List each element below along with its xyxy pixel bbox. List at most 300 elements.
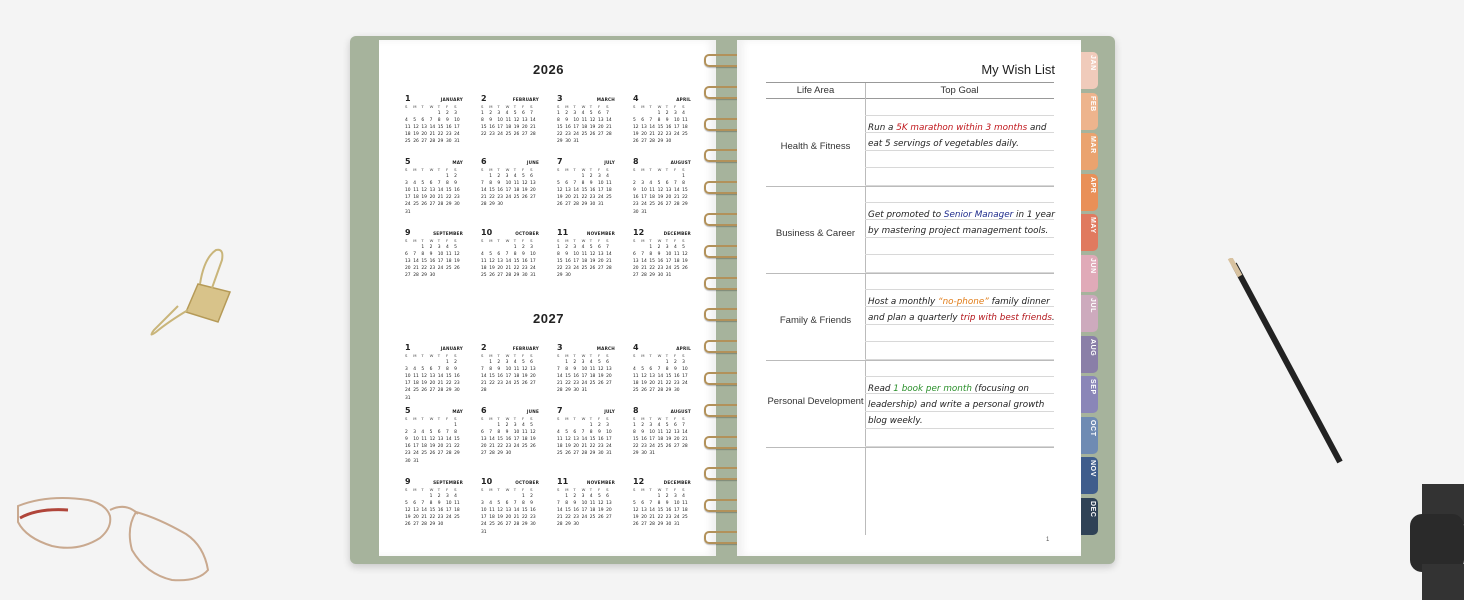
month-block — [405, 406, 463, 464]
day-cell: 22 — [633, 444, 639, 450]
day-cell: 13 — [413, 508, 419, 514]
weekday-label: W — [657, 104, 662, 109]
day-cell: 25 — [581, 132, 588, 138]
day-cell: 11 — [505, 118, 512, 124]
day-cell: 5 — [633, 118, 636, 124]
day-cell: 14 — [557, 374, 563, 380]
day-cell: 3 — [513, 423, 517, 429]
tab-label: DEC — [1089, 500, 1096, 518]
tab-label: SEP — [1089, 379, 1096, 395]
day-cell: 22 — [557, 266, 563, 272]
day-cell: 21 — [421, 515, 427, 521]
day-cell: 3 — [581, 360, 585, 366]
day-cell: 14 — [413, 259, 419, 265]
day-cell: 26 — [597, 515, 604, 521]
tab-jan[interactable] — [1081, 52, 1098, 89]
day-cell: 9 — [633, 188, 636, 194]
day-cell: 4 — [505, 111, 509, 117]
day-cell: 1 — [557, 111, 560, 117]
month-number: 8 — [633, 157, 639, 166]
tab-mar[interactable] — [1081, 133, 1098, 170]
month-block — [405, 228, 463, 286]
day-cell: 22 — [557, 132, 563, 138]
day-cell: 17 — [673, 125, 680, 131]
day-cell: 21 — [429, 132, 436, 138]
day-cell: 13 — [481, 437, 487, 443]
month-number: 4 — [633, 94, 639, 103]
goal-text: Read 1 book per month (focusing on leadership) and write a personal growth blog weekly. — [868, 384, 1045, 426]
day-cell: 1 — [454, 423, 457, 429]
weekday-label: F — [445, 167, 449, 172]
day-cell: 15 — [657, 508, 664, 514]
day-cell: 5 — [521, 174, 525, 180]
tab-sep[interactable] — [1081, 376, 1098, 413]
month-name: SEPTEMBER — [433, 231, 463, 236]
day-cell: 27 — [597, 132, 604, 138]
day-cell: 13 — [530, 181, 536, 187]
tab-jun[interactable] — [1081, 255, 1098, 292]
day-cell: 4 — [489, 501, 492, 507]
weekday-label: M — [413, 238, 417, 243]
day-cell: 27 — [429, 388, 436, 394]
month-name: JULY — [604, 160, 615, 165]
day-cell: 8 — [521, 501, 525, 507]
day-cell: 12 — [589, 252, 596, 258]
day-cell: 4 — [589, 360, 593, 366]
day-cell: 20 — [413, 515, 419, 521]
day-cell: 17 — [649, 437, 655, 443]
day-cell: 22 — [489, 381, 495, 387]
weekday-label: S — [606, 353, 609, 358]
weekday-label: W — [505, 238, 510, 243]
day-cell: 10 — [581, 501, 588, 507]
day-cell: 20 — [405, 266, 411, 272]
day-cell: 28 — [505, 273, 512, 279]
weekday-label: M — [565, 104, 569, 109]
day-cell: 12 — [530, 430, 536, 436]
day-cell: 12 — [429, 437, 436, 443]
day-cell: 11 — [481, 259, 487, 265]
month-block — [405, 94, 463, 152]
day-cell: 30 — [573, 388, 579, 394]
day-cell: 6 — [437, 430, 441, 436]
day-cell: 20 — [421, 132, 427, 138]
day-cell: 15 — [565, 508, 571, 514]
day-cell: 17 — [673, 508, 680, 514]
day-cell: 15 — [445, 374, 452, 380]
day-cell: 11 — [589, 501, 596, 507]
day-cell: 14 — [673, 188, 680, 194]
weekday-label: S — [557, 104, 560, 109]
day-cell: 24 — [581, 515, 588, 521]
day-cell: 16 — [597, 437, 604, 443]
weekday-label: W — [581, 353, 586, 358]
day-cell: 8 — [581, 181, 585, 187]
day-cell: 24 — [573, 266, 579, 272]
day-cell: 18 — [673, 259, 680, 265]
month-name: DECEMBER — [663, 480, 691, 485]
day-cell: 1 — [649, 245, 653, 251]
weekday-label: T — [513, 238, 517, 243]
day-cell: 23 — [565, 132, 571, 138]
day-cell: 15 — [489, 188, 495, 194]
day-cell: 16 — [530, 508, 536, 514]
day-cell: 28 — [429, 139, 436, 145]
tab-jul[interactable] — [1081, 295, 1098, 332]
day-cell: 14 — [649, 508, 655, 514]
day-cell: 25 — [513, 195, 520, 201]
day-cell: 3 — [573, 111, 577, 117]
weekday-label: M — [489, 104, 493, 109]
weekday-label: S — [557, 416, 560, 421]
weekday-label: T — [497, 238, 500, 243]
day-cell: 21 — [557, 381, 563, 387]
day-cell: 18 — [682, 508, 688, 514]
weekday-label: S — [633, 487, 636, 492]
day-cell: 17 — [405, 381, 411, 387]
day-cell: 30 — [665, 522, 672, 528]
tab-aug[interactable] — [1081, 336, 1098, 373]
day-cell: 28 — [421, 522, 427, 528]
day-cell: 29 — [565, 388, 571, 394]
day-cell: 24 — [513, 444, 520, 450]
tab-label: APR — [1089, 176, 1096, 194]
day-cell: 15 — [665, 374, 672, 380]
day-cell: 20 — [497, 266, 503, 272]
day-cell: 1 — [565, 360, 568, 366]
weekday-label: W — [657, 238, 662, 243]
weekday-label: S — [530, 104, 533, 109]
day-cell: 7 — [489, 430, 492, 436]
month-number: 6 — [481, 406, 487, 415]
day-cell: 30 — [445, 139, 452, 145]
day-cell: 15 — [657, 125, 664, 131]
tab-may[interactable] — [1081, 214, 1098, 251]
day-cell: 10 — [641, 188, 647, 194]
day-cell: 9 — [497, 367, 501, 373]
day-cell: 21 — [489, 444, 495, 450]
day-cell: 17 — [454, 125, 460, 131]
weekday-label: M — [641, 167, 645, 172]
day-cell: 24 — [649, 444, 655, 450]
day-cell: 23 — [633, 202, 639, 208]
day-cell: 5 — [597, 360, 601, 366]
month-block — [633, 228, 691, 286]
day-cell: 13 — [606, 367, 612, 373]
day-cell: 11 — [521, 430, 528, 436]
day-cell: 3 — [405, 181, 408, 187]
tab-oct[interactable] — [1081, 417, 1098, 454]
weekday-label: M — [641, 238, 645, 243]
weekday-label: S — [454, 104, 457, 109]
day-cell: 6 — [481, 430, 484, 436]
day-cell: 3 — [649, 423, 653, 429]
day-cell: 17 — [505, 188, 512, 194]
month-number: 9 — [405, 228, 411, 237]
weekday-label: M — [565, 238, 569, 243]
tab-apr[interactable] — [1081, 174, 1098, 211]
day-cell: 25 — [445, 266, 452, 272]
day-cell: 8 — [589, 430, 593, 436]
tab-nov[interactable] — [1081, 457, 1098, 494]
day-cell: 17 — [573, 259, 579, 265]
year-2026-title: 2026 — [533, 62, 564, 77]
day-cell: 4 — [481, 252, 484, 258]
day-cell: 10 — [665, 252, 672, 258]
day-cell: 20 — [606, 508, 612, 514]
weekday-label: W — [429, 104, 434, 109]
day-cell: 7 — [481, 181, 484, 187]
weekday-label: S — [481, 167, 484, 172]
day-cell: 20 — [437, 444, 444, 450]
day-cell: 24 — [405, 202, 411, 208]
weekday-label: T — [665, 104, 669, 109]
day-cell: 14 — [649, 125, 655, 131]
weekday-label: T — [497, 487, 500, 492]
weekday-label: S — [557, 487, 560, 492]
day-cell: 13 — [405, 259, 411, 265]
day-cell: 26 — [497, 522, 503, 528]
weekday-label: S — [606, 167, 609, 172]
day-cell: 21 — [641, 266, 647, 272]
page-title: My Wish List — [981, 62, 1055, 77]
month-name: APRIL — [676, 346, 691, 351]
tab-feb[interactable] — [1081, 93, 1098, 130]
day-cell: 16 — [573, 374, 579, 380]
day-cell: 16 — [673, 374, 680, 380]
day-cell: 4 — [445, 245, 449, 251]
day-cell: 21 — [649, 132, 655, 138]
day-cell: 6 — [597, 111, 601, 117]
day-cell: 28 — [649, 139, 655, 145]
day-cell: 9 — [665, 118, 669, 124]
day-cell: 30 — [597, 451, 604, 457]
day-cell: 9 — [565, 252, 568, 258]
day-cell: 19 — [405, 515, 411, 521]
year-2027-title: 2027 — [533, 311, 564, 326]
weekday-label: S — [606, 238, 609, 243]
day-cell: 31 — [606, 451, 612, 457]
day-cell: 6 — [641, 118, 644, 124]
day-cell: 6 — [421, 118, 425, 124]
weekday-label: S — [405, 104, 408, 109]
day-cell: 3 — [405, 367, 408, 373]
weekday-label: W — [429, 416, 434, 421]
weekday-label: F — [445, 353, 449, 358]
day-cell: 4 — [581, 245, 585, 251]
day-cell: 9 — [445, 118, 449, 124]
day-cell: 7 — [657, 367, 661, 373]
day-cell: 18 — [589, 374, 596, 380]
day-cell: 9 — [589, 181, 593, 187]
day-cell: 27 — [597, 266, 604, 272]
day-cell: 1 — [429, 494, 433, 500]
day-cell: 31 — [405, 395, 411, 401]
day-cell: 7 — [530, 111, 533, 117]
day-cell: 1 — [481, 111, 484, 117]
tab-label: MAR — [1089, 136, 1096, 154]
day-cell: 22 — [565, 381, 571, 387]
day-cell: 20 — [641, 515, 647, 521]
weekday-label: F — [521, 487, 525, 492]
day-cell: 16 — [497, 374, 503, 380]
day-cell: 8 — [565, 367, 568, 373]
day-cell: 3 — [597, 174, 601, 180]
month-number: 9 — [405, 477, 411, 486]
weekday-label: T — [437, 104, 441, 109]
day-cell: 15 — [649, 259, 655, 265]
month-name: JUNE — [526, 409, 539, 414]
month-block — [633, 406, 691, 464]
day-cell: 6 — [530, 360, 533, 366]
weekday-label: T — [513, 416, 517, 421]
day-cell: 29 — [513, 273, 520, 279]
day-cell: 29 — [445, 388, 452, 394]
day-cell: 5 — [413, 118, 416, 124]
weekday-label: W — [657, 353, 662, 358]
day-cell: 6 — [649, 367, 653, 373]
day-cell: 1 — [497, 423, 501, 429]
day-cell: 12 — [597, 501, 604, 507]
day-cell: 15 — [513, 259, 520, 265]
day-cell: 3 — [413, 430, 416, 436]
day-cell: 23 — [497, 381, 503, 387]
day-cell: 24 — [573, 132, 579, 138]
ruled-line — [865, 167, 1054, 168]
day-cell: 23 — [530, 515, 536, 521]
day-cell: 2 — [633, 181, 636, 187]
day-cell: 13 — [437, 437, 444, 443]
day-cell: 24 — [481, 522, 487, 528]
day-cell: 18 — [682, 125, 688, 131]
day-cell: 26 — [633, 139, 639, 145]
life-area-label: Personal Development — [767, 396, 864, 407]
day-cell: 22 — [513, 266, 520, 272]
day-cell: 10 — [606, 430, 612, 436]
day-cell: 25 — [606, 195, 612, 201]
day-cell: 22 — [429, 515, 436, 521]
day-cell: 14 — [513, 508, 520, 514]
month-block — [633, 157, 691, 215]
day-cell: 23 — [437, 515, 444, 521]
day-cell: 27 — [405, 273, 411, 279]
day-cell: 31 — [673, 522, 680, 528]
weekday-label: F — [673, 353, 677, 358]
day-cell: 25 — [505, 132, 512, 138]
goal-text: Run a 5K marathon within 3 months and eat 5 servings of vegetables daily. — [868, 123, 1047, 149]
day-cell: 20 — [673, 437, 680, 443]
day-cell: 6 — [597, 245, 601, 251]
day-cell: 23 — [497, 195, 503, 201]
day-cell: 27 — [633, 273, 639, 279]
day-cell: 19 — [682, 259, 688, 265]
day-cell: 22 — [454, 444, 460, 450]
day-cell: 25 — [413, 388, 419, 394]
day-cell: 4 — [413, 181, 416, 187]
day-cell: 23 — [489, 132, 495, 138]
month-block — [481, 94, 539, 152]
day-cell: 25 — [481, 273, 487, 279]
day-cell: 28 — [513, 522, 520, 528]
day-cell: 19 — [597, 374, 604, 380]
day-cell: 7 — [606, 245, 609, 251]
day-cell: 25 — [581, 266, 588, 272]
day-cell: 10 — [405, 374, 411, 380]
day-cell: 16 — [445, 125, 452, 131]
day-cell: 14 — [481, 188, 487, 194]
day-cell: 28 — [682, 444, 688, 450]
day-cell: 22 — [445, 381, 452, 387]
day-cell: 1 — [445, 174, 449, 180]
day-cell: 13 — [565, 188, 571, 194]
day-cell: 28 — [481, 202, 487, 208]
weekday-label: S — [481, 353, 484, 358]
month-name: MAY — [452, 160, 463, 165]
day-cell: 6 — [521, 111, 525, 117]
day-cell: 24 — [445, 515, 452, 521]
day-cell: 31 — [573, 139, 579, 145]
day-cell: 27 — [505, 522, 512, 528]
day-cell: 4 — [589, 494, 593, 500]
weekday-label: T — [497, 353, 500, 358]
day-cell: 23 — [673, 381, 680, 387]
day-cell: 3 — [673, 494, 677, 500]
weekday-label: S — [454, 416, 457, 421]
month-number: 6 — [481, 157, 487, 166]
day-cell: 3 — [445, 494, 449, 500]
weekday-label: W — [657, 167, 662, 172]
day-cell: 26 — [513, 132, 520, 138]
day-cell: 19 — [565, 444, 571, 450]
day-cell: 18 — [421, 444, 427, 450]
day-cell: 26 — [682, 266, 688, 272]
day-cell: 23 — [589, 195, 596, 201]
day-cell: 8 — [445, 367, 449, 373]
day-cell: 19 — [454, 259, 460, 265]
day-cell: 2 — [673, 360, 677, 366]
day-cell: 27 — [573, 451, 579, 457]
day-cell: 11 — [649, 188, 655, 194]
day-cell: 21 — [413, 266, 419, 272]
tab-dec[interactable] — [1081, 498, 1098, 535]
month-number: 3 — [557, 343, 563, 352]
weekday-label: F — [521, 104, 525, 109]
month-block — [481, 343, 539, 401]
day-cell: 13 — [649, 374, 655, 380]
day-cell: 12 — [633, 508, 639, 514]
day-cell: 14 — [437, 188, 444, 194]
day-cell: 14 — [641, 259, 647, 265]
day-cell: 27 — [437, 451, 444, 457]
day-cell: 28 — [557, 388, 563, 394]
month-name: MARCH — [596, 97, 615, 102]
day-cell: 29 — [557, 273, 563, 279]
weekday-label: S — [530, 167, 533, 172]
column-divider — [865, 83, 866, 535]
day-cell: 26 — [454, 266, 460, 272]
day-cell: 17 — [445, 508, 452, 514]
day-cell: 5 — [657, 181, 661, 187]
day-cell: 24 — [497, 132, 503, 138]
day-cell: 11 — [682, 118, 688, 124]
day-cell: 31 — [649, 451, 655, 457]
day-cell: 1 — [489, 360, 492, 366]
day-cell: 22 — [649, 266, 655, 272]
day-cell: 25 — [413, 202, 419, 208]
day-cell: 18 — [513, 374, 520, 380]
day-cell: 1 — [437, 111, 441, 117]
day-cell: 23 — [429, 266, 436, 272]
